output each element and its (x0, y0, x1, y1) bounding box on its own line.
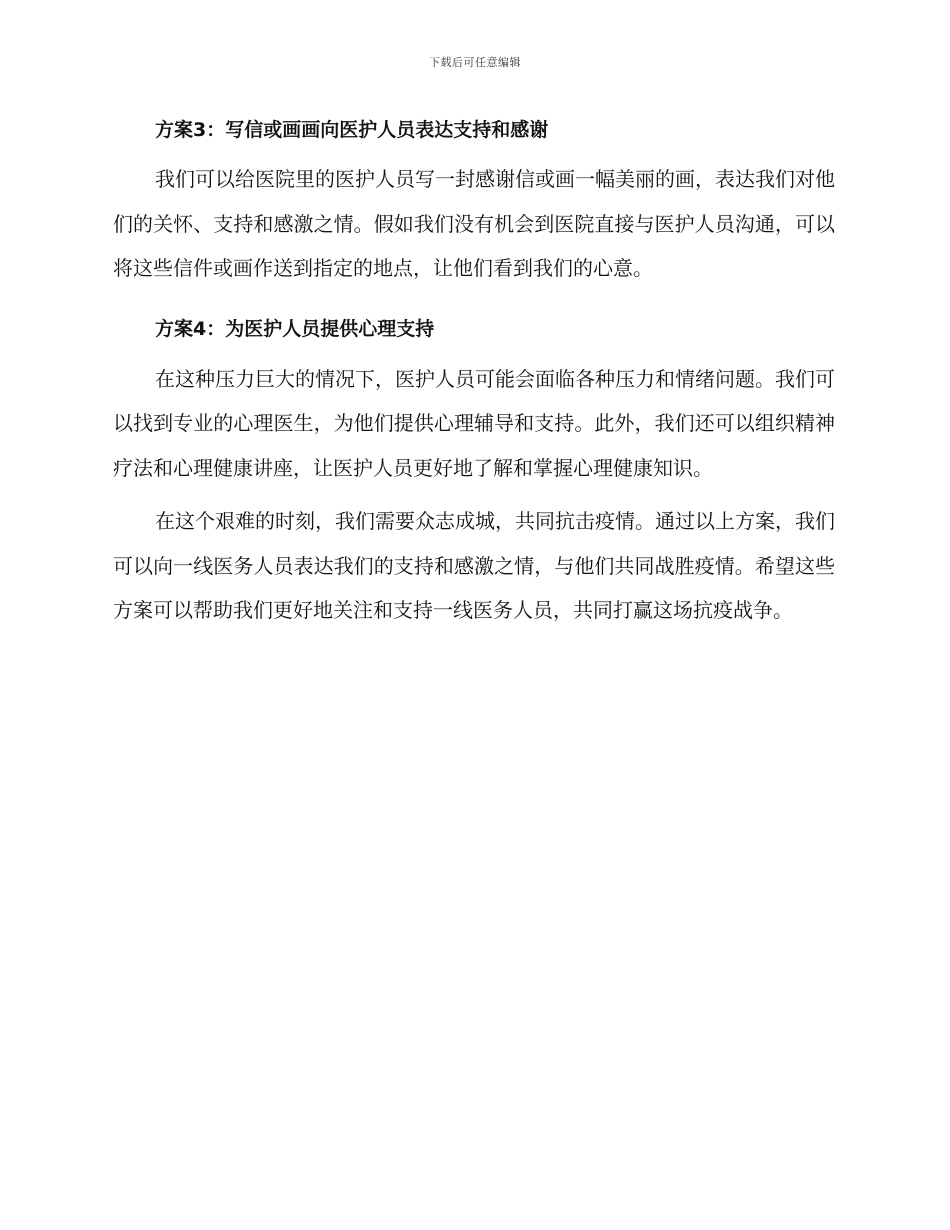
conclusion-paragraph: 在这个艰难的时刻，我们需要众志成城，共同抗击疫情。通过以上方案，我们可以向一线医务人员表达我们的支持和感激之情，与他们共同战胜疫情。希望这些方案可以帮助我们更好地关注和支持一线医务人员，共同打赢这场抗疫战争。 (113, 509, 835, 622)
section-heading-plan-3: 方案3：写信或画画向医护人员表达支持和感谢 (155, 119, 549, 141)
section-heading-plan-4: 方案4：为医护人员提供心理支持 (155, 317, 435, 340)
document-body (113, 112, 835, 633)
section-paragraph-plan-3: 我们可以给医院里的医护人员写一封感谢信或画一幅美丽的画，表达我们对他们的关怀、支持和感激之情。假如我们没有机会到医院直接与医护人员沟通，可以将这些信件或画作送到指定的地点，让他们看到我们的心意。 (113, 167, 835, 280)
section-paragraph-plan-4: 在这种压力巨大的情况下，医护人员可能会面临各种压力和情绪问题。我们可以找到专业的心理医生，为他们提供心理辅导和支持。此外，我们还可以组织精神疗法和心理健康讲座，让医护人员更好地了解和掌握心理健康知识。 (113, 366, 835, 480)
page-header: 下载后可任意编辑 (429, 56, 521, 69)
